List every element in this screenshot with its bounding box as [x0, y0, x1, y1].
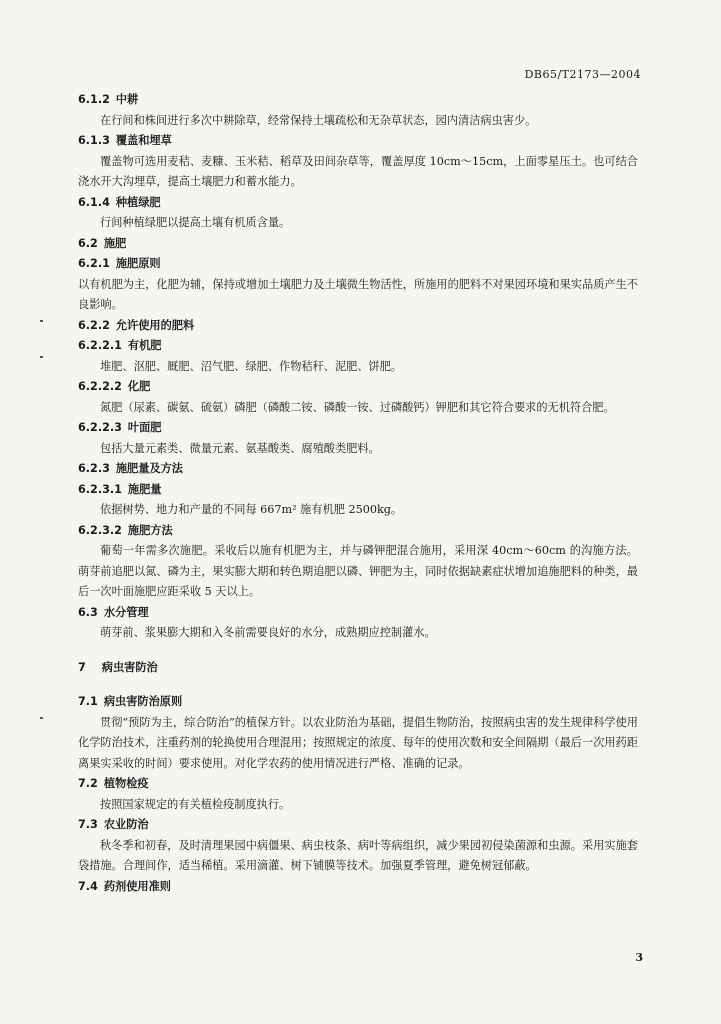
section-number: 7.2	[78, 777, 98, 790]
section-heading	[78, 692, 638, 713]
section-title: 药剂使用准则	[103, 879, 171, 893]
paragraph: 依据树势、地力和产量的不同每 667m² 施有机肥 2500kg。	[100, 503, 403, 516]
scan-mark	[40, 320, 43, 322]
section-heading	[78, 336, 638, 357]
section-title: 病虫害防治原则	[103, 695, 183, 708]
section-number: 6.2.3.2	[78, 523, 122, 537]
paragraph: 包括大量元素类、微量元素、氨基酸类、腐殖酸类肥料。	[100, 441, 380, 455]
section-title: 农业防治	[103, 818, 149, 831]
section-title: 有机肥	[127, 339, 162, 352]
document-id: DB65/T2173—2004	[524, 68, 641, 81]
section-title: 施肥量	[127, 482, 162, 496]
section-heading	[78, 774, 638, 795]
section-title: 中耕	[115, 93, 139, 106]
section-title: 种植绿肥	[115, 195, 161, 209]
paragraph: 以有机肥为主，化肥为辅，保持或增加土壤肥力及土壤微生物活性，所施用的肥料不对果园环境和果实品质产生不良影响。	[78, 277, 638, 311]
section-number: 6.2.3.1	[78, 482, 122, 496]
paragraph: 按照国家规定的有关植检疫制度执行。	[100, 797, 291, 811]
paragraph: 萌芽前、浆果膨大期和入冬前需要良好的水分，成熟期应控制灌水。	[100, 626, 436, 639]
section-heading	[78, 603, 638, 624]
section-heading	[78, 459, 638, 480]
section-title: 覆盖和埋草	[115, 134, 172, 147]
section-title: 允许使用的肥料	[115, 318, 195, 332]
section-number: 6.1.3	[78, 134, 110, 147]
section-heading	[78, 377, 638, 398]
section-number: 6.2.2.1	[78, 339, 122, 352]
section-number: 7.4	[78, 879, 98, 893]
section-heading	[78, 234, 638, 255]
scan-mark	[40, 356, 43, 358]
section-number: 6.3	[78, 605, 98, 619]
section-heading	[78, 90, 638, 111]
section-heading	[78, 521, 638, 542]
section-number: 6.1.4	[78, 195, 110, 209]
section-heading	[78, 316, 638, 337]
section-title: 施肥原则	[115, 257, 161, 270]
section-title: 植物检疫	[103, 777, 149, 790]
section-heading	[78, 815, 638, 836]
section-number: 7	[78, 660, 86, 674]
section-title: 施肥方法	[127, 523, 173, 537]
paragraph: 葡萄一年需多次施肥。采收后以施有机肥为主，并与磷钾肥混合施用，采用深 40cm～60cm 的沟施方法。萌芽前追肥以氮、磷为主，果实膨大期和转色期追肥以磷、钾肥为主，同时依据缺素症状增加追施肥料的种类，最后一次叶面施肥应距采收 5 天以上。	[78, 544, 638, 598]
section-number: 7.1	[78, 695, 98, 708]
section-heading	[78, 877, 638, 898]
paragraph: 秋冬季和初春，及时清理果园中病僵果、病虫枝条、病叶等病组织，减少果园初侵染菌源和虫源。采用实施套袋措施。合理间作，适当稀植。采用滴灌、树下铺膜等技术。加强夏季管理，避免树冠郁蔽。	[78, 838, 638, 872]
paragraph: 氮肥（尿素、碳氨、硫氨）磷肥（磷酸二铵、磷酸一铵、过磷酸钙）钾肥和其它符合要求的无机符合肥。	[100, 400, 615, 414]
section-number: 6.2	[78, 236, 98, 250]
section-number: 6.1.2	[78, 93, 110, 106]
paragraph: 覆盖物可选用麦秸、麦糠、玉米秸、稻草及田间杂草等，覆盖厚度 10cm～15cm，上面零星压土。也可结合浇水开大沟埋草，提高土壤肥力和蓄水能力。	[78, 154, 638, 188]
section-heading	[78, 193, 638, 214]
page-number: 3	[635, 951, 643, 964]
section-title: 病虫害防治	[101, 660, 158, 674]
section-number: 7.3	[78, 818, 98, 831]
section-title: 施肥量及方法	[115, 462, 183, 475]
paragraph: 在行间和株间进行多次中耕除草，经常保持土壤疏松和无杂草状态，园内清洁病虫害少。	[100, 113, 537, 127]
section-title: 水分管理	[103, 605, 149, 619]
paragraph: 行间种植绿肥以提高土壤有机质含量。	[100, 216, 291, 229]
chapter-heading	[78, 658, 638, 679]
paragraph: 贯彻“预防为主，综合防治”的植保方针。以农业防治为基础，提倡生物防治，按照病虫害的发生规律科学使用化学防治技术，注重药剂的轮换使用合理混用；按照规定的浓度、每年的使用次数和安全间隔期（最后一次用药距离果实采收的时间）要求使用。对化学农药的使用情况进行严格、准确的记录。	[78, 715, 638, 770]
section-number: 6.2.2.3	[78, 421, 122, 434]
section-heading	[78, 254, 638, 275]
section-heading	[78, 480, 638, 501]
section-number: 6.2.1	[78, 257, 110, 270]
document-body	[78, 90, 638, 897]
section-title: 叶面肥	[127, 421, 162, 434]
section-number: 6.2.3	[78, 462, 110, 475]
section-title: 化肥	[127, 380, 151, 393]
paragraph: 堆肥、沤肥、厩肥、沼气肥、绿肥、作物秸秆、泥肥、饼肥。	[100, 359, 403, 373]
section-title: 施肥	[103, 236, 127, 250]
section-number: 6.2.2.2	[78, 380, 122, 393]
section-heading	[78, 418, 638, 439]
section-heading	[78, 131, 638, 152]
scan-mark	[40, 717, 43, 719]
section-number: 6.2.2	[78, 318, 110, 332]
